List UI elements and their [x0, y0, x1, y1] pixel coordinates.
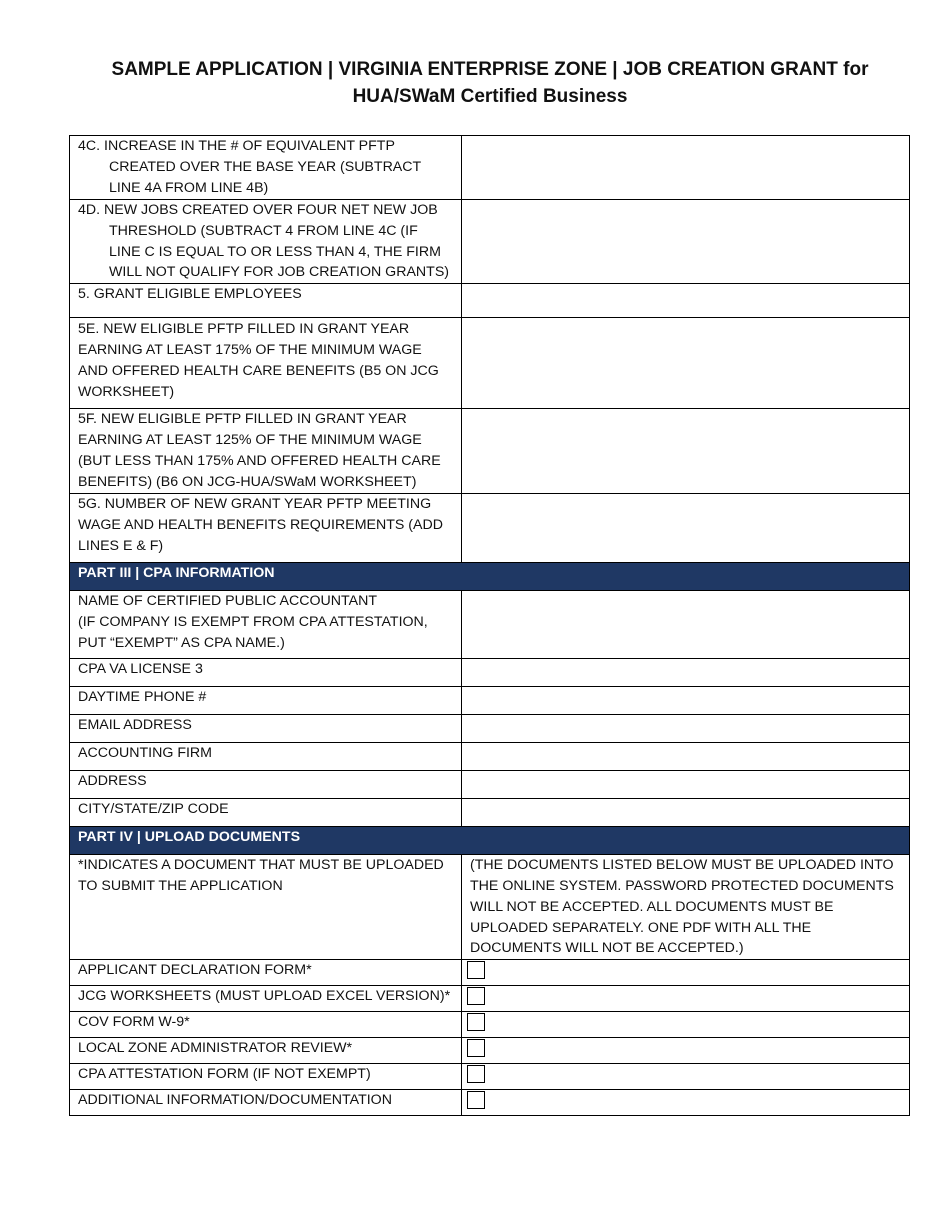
doc-label: CPA ATTESTATION FORM (IF NOT EXEMPT): [70, 1064, 462, 1090]
doc-checkbox-cell: [462, 1090, 910, 1116]
doc-row: [70, 1090, 910, 1116]
upload-note-left: *INDICATES A DOCUMENT THAT MUST BE UPLOADED TO SUBMIT THE APPLICATION: [70, 855, 462, 960]
row-address: [70, 771, 910, 799]
row-phone: [70, 687, 910, 715]
upload-checkbox[interactable]: [467, 987, 485, 1005]
row-5e-label: 5E. NEW ELIGIBLE PFTP FILLED IN GRANT YEAR EARNING AT LEAST 175% OF THE MINIMUM WAGE AND OFFERED HEALTH CARE BENEFITS (B5 ON JCG WORKSHEET): [70, 318, 462, 409]
city-label: CITY/STATE/ZIP CODE: [70, 799, 462, 827]
row-5f: [70, 409, 910, 494]
application-form-table: [69, 135, 910, 1116]
row-5e-value-field[interactable]: [462, 318, 910, 409]
cpa-name-field[interactable]: [462, 591, 910, 659]
upload-checkbox[interactable]: [467, 1013, 485, 1031]
row-5g-label: 5G. NUMBER OF NEW GRANT YEAR PFTP MEETING WAGE AND HEALTH BENEFITS REQUIREMENTS (ADD LINES E & F): [70, 494, 462, 563]
row-4d: [70, 200, 910, 284]
upload-checkbox[interactable]: [467, 1065, 485, 1083]
doc-label: LOCAL ZONE ADMINISTRATOR REVIEW*: [70, 1038, 462, 1064]
doc-label: ADDITIONAL INFORMATION/DOCUMENTATION: [70, 1090, 462, 1116]
row-5-value-field[interactable]: [462, 284, 910, 318]
part3-header: [70, 563, 910, 591]
email-label: EMAIL ADDRESS: [70, 715, 462, 743]
row-4d-label: 4D. NEW JOBS CREATED OVER FOUR NET NEW JOB THRESHOLD (SUBTRACT 4 FROM LINE 4C (IF LINE C IS EQUAL TO OR LESS THAN 4, THE FIRM WILL NOT QUALIFY FOR JOB CREATION GRANTS): [70, 200, 462, 284]
row-4c-value-field[interactable]: [462, 136, 910, 200]
doc-label: APPLICANT DECLARATION FORM*: [70, 960, 462, 986]
doc-checkbox-cell: [462, 1038, 910, 1064]
address-field[interactable]: [462, 771, 910, 799]
doc-row: [70, 1038, 910, 1064]
doc-label: JCG WORKSHEETS (MUST UPLOAD EXCEL VERSION)*: [70, 986, 462, 1012]
doc-row: [70, 1064, 910, 1090]
row-5-label: 5. GRANT ELIGIBLE EMPLOYEES: [70, 284, 462, 318]
page-title: [70, 56, 910, 110]
row-5f-label: 5F. NEW ELIGIBLE PFTP FILLED IN GRANT YEAR EARNING AT LEAST 125% OF THE MINIMUM WAGE (BUT LESS THAN 175% AND OFFERED HEALTH CARE BENEFITS) (B6 ON JCG-HUA/SWaM WORKSHEET): [70, 409, 462, 494]
doc-checkbox-cell: [462, 986, 910, 1012]
row-4c-label: 4C. INCREASE IN THE # OF EQUIVALENT PFTP CREATED OVER THE BASE YEAR (SUBTRACT LINE 4A FROM LINE 4B): [70, 136, 462, 200]
row-4d-value-field[interactable]: [462, 200, 910, 284]
doc-row: [70, 1012, 910, 1038]
doc-row: [70, 960, 910, 986]
upload-note-right: (THE DOCUMENTS LISTED BELOW MUST BE UPLOADED INTO THE ONLINE SYSTEM. PASSWORD PROTECTED DOCUMENTS WILL NOT BE ACCEPTED. ALL DOCUMENTS MUST BE UPLOADED SEPARATELY. ONE PDF WITH ALL THE DOCUMENTS WILL NOT BE ACCEPTED.): [462, 855, 910, 960]
doc-checkbox-cell: [462, 960, 910, 986]
part3-header-label: PART III | CPA INFORMATION: [70, 563, 910, 591]
row-5: [70, 284, 910, 318]
part4-header: [70, 827, 910, 855]
phone-field[interactable]: [462, 687, 910, 715]
row-5f-value-field[interactable]: [462, 409, 910, 494]
address-label: ADDRESS: [70, 771, 462, 799]
row-city: [70, 799, 910, 827]
row-cpa-name: [70, 591, 910, 659]
doc-checkbox-cell: [462, 1012, 910, 1038]
phone-label: DAYTIME PHONE #: [70, 687, 462, 715]
upload-checkbox[interactable]: [467, 961, 485, 979]
row-5g-value-field[interactable]: [462, 494, 910, 563]
firm-label: ACCOUNTING FIRM: [70, 743, 462, 771]
upload-checkbox[interactable]: [467, 1039, 485, 1057]
row-5g: [70, 494, 910, 563]
doc-row: [70, 986, 910, 1012]
part4-header-label: PART IV | UPLOAD DOCUMENTS: [70, 827, 910, 855]
title-line-1: SAMPLE APPLICATION | VIRGINIA ENTERPRISE ZONE | JOB CREATION GRANT for: [111, 59, 869, 80]
doc-checkbox-cell: [462, 1064, 910, 1090]
row-firm: [70, 743, 910, 771]
cpa-license-label: CPA VA LICENSE 3: [70, 659, 462, 687]
title-line-2: HUA/SWaM Certified Business: [352, 86, 628, 107]
row-4c: [70, 136, 910, 200]
city-field[interactable]: [462, 799, 910, 827]
doc-label: COV FORM W-9*: [70, 1012, 462, 1038]
cpa-name-label: NAME OF CERTIFIED PUBLIC ACCOUNTANT (IF COMPANY IS EXEMPT FROM CPA ATTESTATION, PUT “EXEMPT” AS CPA NAME.): [70, 591, 462, 659]
row-5e: [70, 318, 910, 409]
firm-field[interactable]: [462, 743, 910, 771]
cpa-license-field[interactable]: [462, 659, 910, 687]
row-email: [70, 715, 910, 743]
row-cpa-license: [70, 659, 910, 687]
row-upload-note: [70, 855, 910, 960]
upload-checkbox[interactable]: [467, 1091, 485, 1109]
email-field[interactable]: [462, 715, 910, 743]
